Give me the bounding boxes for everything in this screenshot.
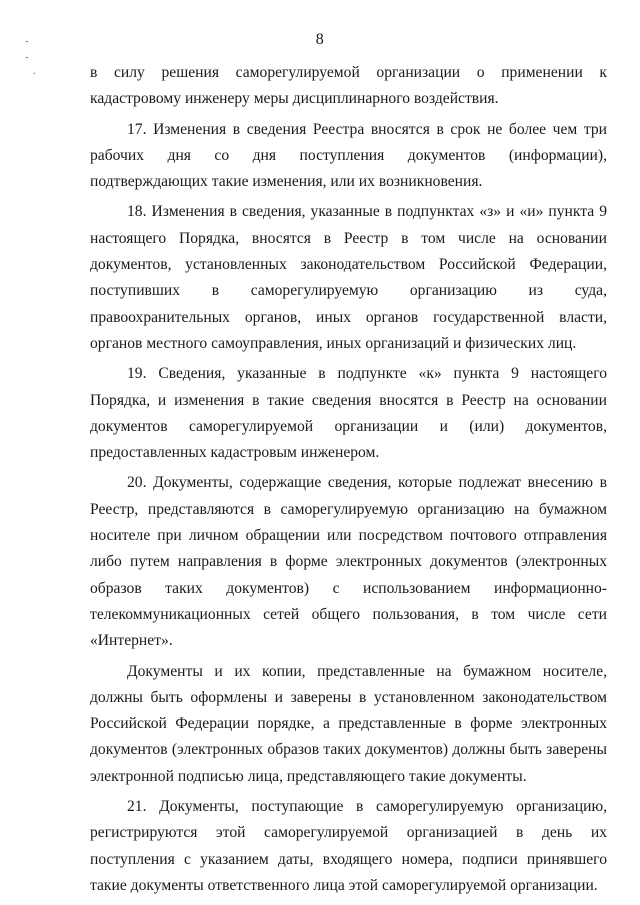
margin-mark: . — [33, 65, 36, 77]
paragraph-19: 19. Сведения, указанные в подпункте «к» пункта 9 настоящего Порядка, и изменения в такие сведения вносятся в Реестр на основании документов саморегулируемой организации и (или) документов, предоставленных кадастровым инженером. — [90, 365, 607, 462]
margin-mark: - — [25, 35, 29, 47]
page-number: 8 — [315, 31, 325, 48]
paragraph-20-documents: Документы и их копии, представленные на бумажном носителе, должны быть оформлены и заверены в установленном законодательством Российской Федерации порядке, а представленные в форме электронных документов (электронных образов таких документов) должны быть заверены электронной подписью лица, представляющего такие документы. — [90, 662, 607, 785]
margin-mark: - — [25, 51, 29, 63]
paragraph-20: 20. Документы, содержащие сведения, которые подлежат внесению в Реестр, представляются в саморегулируемую организацию на бумажном носителе при личном обращении или посредством почтового отправления либо путем направления в форме электронных документов (электронных образов таких документов) с использованием информационно-телекоммуникационных сетей общего пользования, в том числе сети «Интернет». — [90, 474, 607, 650]
document-body — [90, 60, 607, 903]
paragraph-17: 17. Изменения в сведения Реестра вносятся в срок не более чем три рабочих дня со дня поступления документов (информации), подтверждающих такие изменения, или их возникновения. — [90, 120, 607, 191]
paragraph-continuation: в силу решения саморегулируемой организации о применении к кадастровому инженеру меры дисциплинарного воздействия. — [90, 64, 607, 108]
paragraph-21: 21. Документы, поступающие в саморегулируемую организацию, регистрируются этой саморегулируемой организацией в день их поступления с указанием даты, входящего номера, подписи принявшего такие документы ответственного лица этой саморегулируемой организации. — [90, 798, 607, 894]
paragraph-18: 18. Изменения в сведения, указанные в подпунктах «з» и «и» пункта 9 настоящего Порядка, вносятся в Реестр в том числе на основании документов, установленных законодательством Российской Федерации, поступивших в саморегулируемую организацию из суда, правоохранительных органов, иных органов государственной власти, органов местного самоуправления, иных организаций и физических лиц. — [90, 203, 607, 352]
